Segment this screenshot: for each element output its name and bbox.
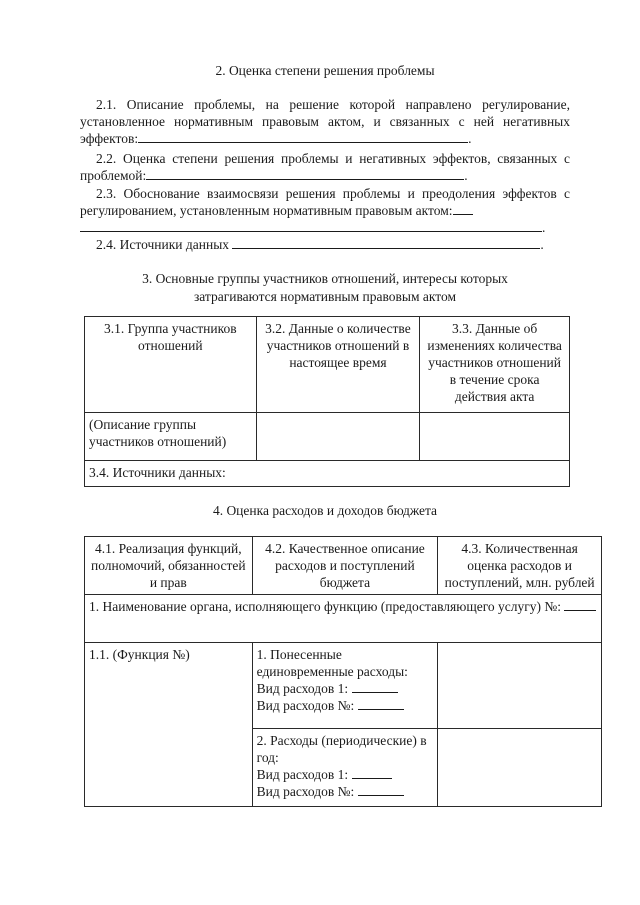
onetime-expenses-amount-cell[interactable] [438,643,602,729]
header-participant-count-current: 3.2. Данные о количестве участников отношений в настоящее время [256,317,420,413]
onetime-expenses-title: 1. Понесенные единовременные расходы: [256,647,408,679]
periodic-expense-n-fill[interactable] [358,783,404,796]
onetime-expense-n-fill[interactable] [358,697,404,710]
participant-count-current-cell[interactable] [256,413,420,461]
onetime-expenses-cell [252,643,438,729]
section-3-title-line1: 3. Основные группы участников отношений, интересы которых [142,271,508,286]
section-3-title-line2: затрагиваются нормативным правовым актом [193,289,457,304]
paragraph-2-3: 2.3. Обоснование взаимосвязи решения проблемы и преодоления эффектов с регулированием, установленным нормативным правовым актом: . [80,186,570,235]
section-2-title: 2. Оценка степени решения проблемы [215,63,435,78]
paragraph-2-3-text: 2.3. Обоснование взаимосвязи решения проблемы и преодоления эффектов с регулированием, установленным нормативным правовым актом: [80,186,570,218]
fill-line-2-3a[interactable] [453,202,473,215]
header-participant-count-change: 3.3. Данные об изменениях количества участников отношений в течение срока действия акта [420,317,570,413]
onetime-expense-1-fill[interactable] [352,680,398,693]
periodic-expenses-cell [252,729,438,807]
paragraph-2-2-text: 2.2. Оценка степени решения проблемы и негативных эффектов, связанных с проблемой: [80,151,570,183]
paragraph-2-4: 2.4. Источники данных . [80,236,570,253]
participants-table [84,316,570,487]
periodic-expense-1-fill[interactable] [352,766,392,779]
participant-group-description: (Описание группы участников отношений) [85,413,257,461]
periodic-expenses-title: 2. Расходы (периодические) в год: [256,733,427,765]
periodic-expenses-amount-cell[interactable] [438,729,602,807]
fill-line-2-2[interactable] [146,167,464,180]
function-cell: 1.1. (Функция №) [85,643,253,807]
org-name-label: 1. Наименование органа, исполняющего функцию (предоставляющего услугу) №: [89,599,562,614]
header-functions: 4.1. Реализация функций, полномочий, обязанностей и прав [85,537,253,595]
section-4-title: 4. Оценка расходов и доходов бюджета [212,503,438,518]
fill-line-2-1[interactable] [138,130,468,143]
org-name-row [85,595,602,643]
budget-table [84,536,602,807]
paragraph-2-4-text: 2.4. Источники данных [96,237,230,252]
paragraph-2-1: 2.1. Описание проблемы, на решение которой направлено регулирование, установленное нормативным правовым актом, и связанных с ней негативных эффектов: . [80,97,570,146]
fill-line-2-3b[interactable] [80,219,542,232]
section-3-title [80,270,570,306]
header-qualitative: 4.2. Качественное описание расходов и поступлений бюджета [252,537,438,595]
paragraph-2-1-text: 2.1. Описание проблемы, на решение которой направлено регулирование, установленное нормативным правовым актом, и связанных с ней негативных эффектов: [80,97,570,146]
periodic-expense-line-n: Вид расходов №: [257,783,434,800]
paragraph-2-2: 2.2. Оценка степени решения проблемы и негативных эффектов, связанных с проблемой: . [80,151,570,183]
org-number-fill[interactable] [564,598,596,611]
header-quantitative: 4.3. Количественная оценка расходов и поступлений, млн. рублей [438,537,602,595]
onetime-expense-line-1: Вид расходов 1: [257,680,434,697]
participants-sources: 3.4. Источники данных: [85,461,570,487]
fill-line-2-4[interactable] [232,236,540,249]
participant-count-change-cell[interactable] [420,413,570,461]
periodic-expense-line-1: Вид расходов 1: [257,766,434,783]
onetime-expense-line-n: Вид расходов №: [257,697,434,714]
header-participant-group: 3.1. Группа участников отношений [85,317,257,413]
